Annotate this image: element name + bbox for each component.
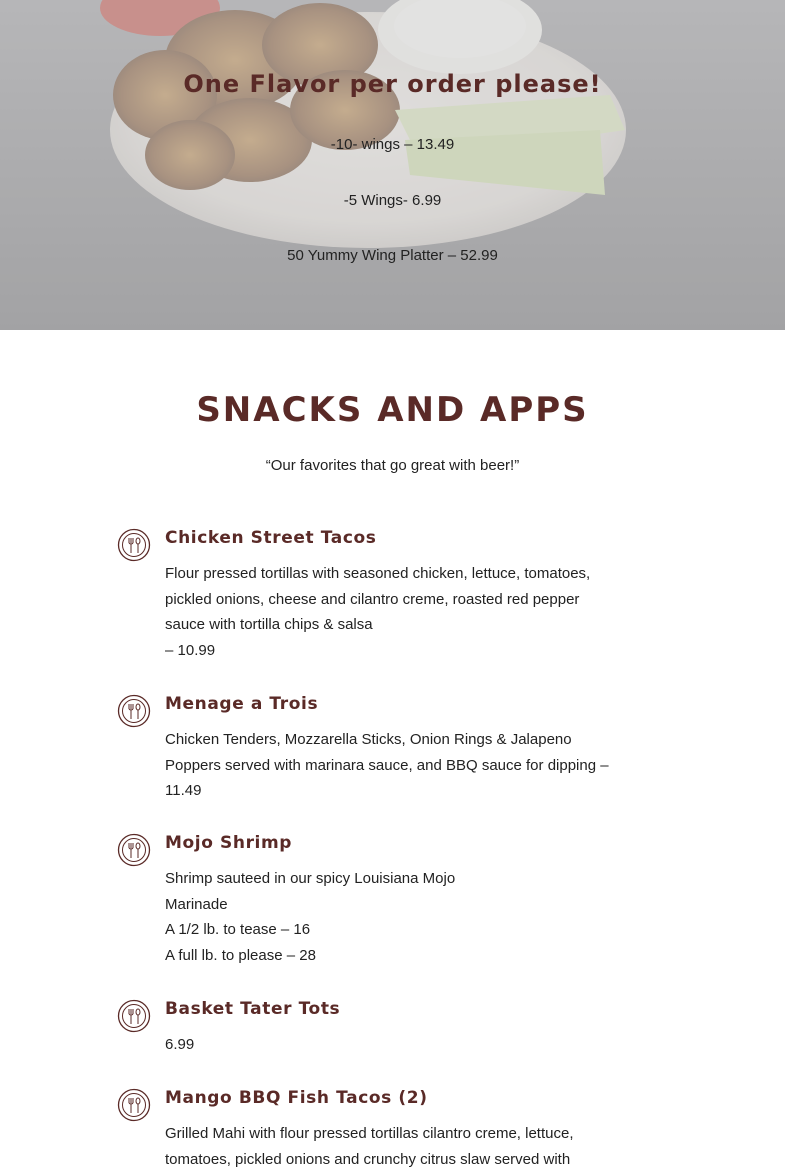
fork-spoon-icon — [117, 694, 151, 728]
item-name: Mojo Shrimp — [165, 833, 293, 853]
item-line: Grilled Mahi with flour pressed tortillas cilantro creme, lettuce, — [165, 1125, 574, 1142]
item-name: Basket Tater Tots — [165, 999, 341, 1019]
item-name: Menage a Trois — [165, 694, 319, 714]
price-line: 50 Yummy Wing Platter – 52.99 — [287, 247, 498, 264]
item-description — [165, 866, 670, 968]
item-price: 6.99 — [165, 1036, 195, 1053]
item-name: Chicken Street Tacos — [165, 528, 377, 548]
section-subtitle: “Our favorites that go great with beer!” — [265, 457, 520, 474]
item-description — [165, 561, 670, 663]
price-line: -10- wings – 13.49 — [330, 136, 455, 153]
fork-spoon-icon — [117, 1088, 151, 1122]
item-description — [165, 1032, 670, 1058]
fork-spoon-icon — [117, 999, 151, 1033]
fork-spoon-icon — [117, 528, 151, 562]
item-line: Marinade — [165, 895, 228, 913]
item-name: Mango BBQ Fish Tacos (2) — [165, 1088, 428, 1108]
price-line: -5 Wings- 6.99 — [343, 192, 442, 209]
item-price: 11.49 — [165, 782, 202, 799]
item-line: tomatoes, pickled onions and crunchy citrus slaw served with — [165, 1150, 571, 1168]
item-description — [165, 1121, 670, 1168]
item-price: – 10.99 — [165, 641, 216, 659]
hero-content — [0, 0, 785, 330]
hero-banner — [0, 0, 785, 330]
fork-spoon-icon — [117, 833, 151, 867]
item-line: Chicken Tenders, Mozzarella Sticks, Onion Rings & Jalapeno — [165, 731, 572, 748]
item-line: sauce with tortilla chips & salsa — [165, 616, 373, 633]
item-line: Poppers served with marinara sauce, and BBQ sauce for dipping – — [165, 756, 609, 774]
item-line: Flour pressed tortillas with seasoned chicken, lettuce, tomatoes, — [165, 565, 591, 582]
section-title: SNACKS AND APPS — [196, 390, 589, 430]
item-line: pickled onions, cheese and cilantro creme, roasted red pepper — [165, 590, 580, 608]
item-price: A full lb. to please – 28 — [165, 946, 316, 964]
item-description — [165, 727, 670, 804]
item-price: A 1/2 lb. to tease – 16 — [165, 921, 311, 938]
item-line: Shrimp sauteed in our spicy Louisiana Mojo — [165, 870, 456, 887]
hero-title: One Flavor per order please! — [183, 70, 602, 98]
